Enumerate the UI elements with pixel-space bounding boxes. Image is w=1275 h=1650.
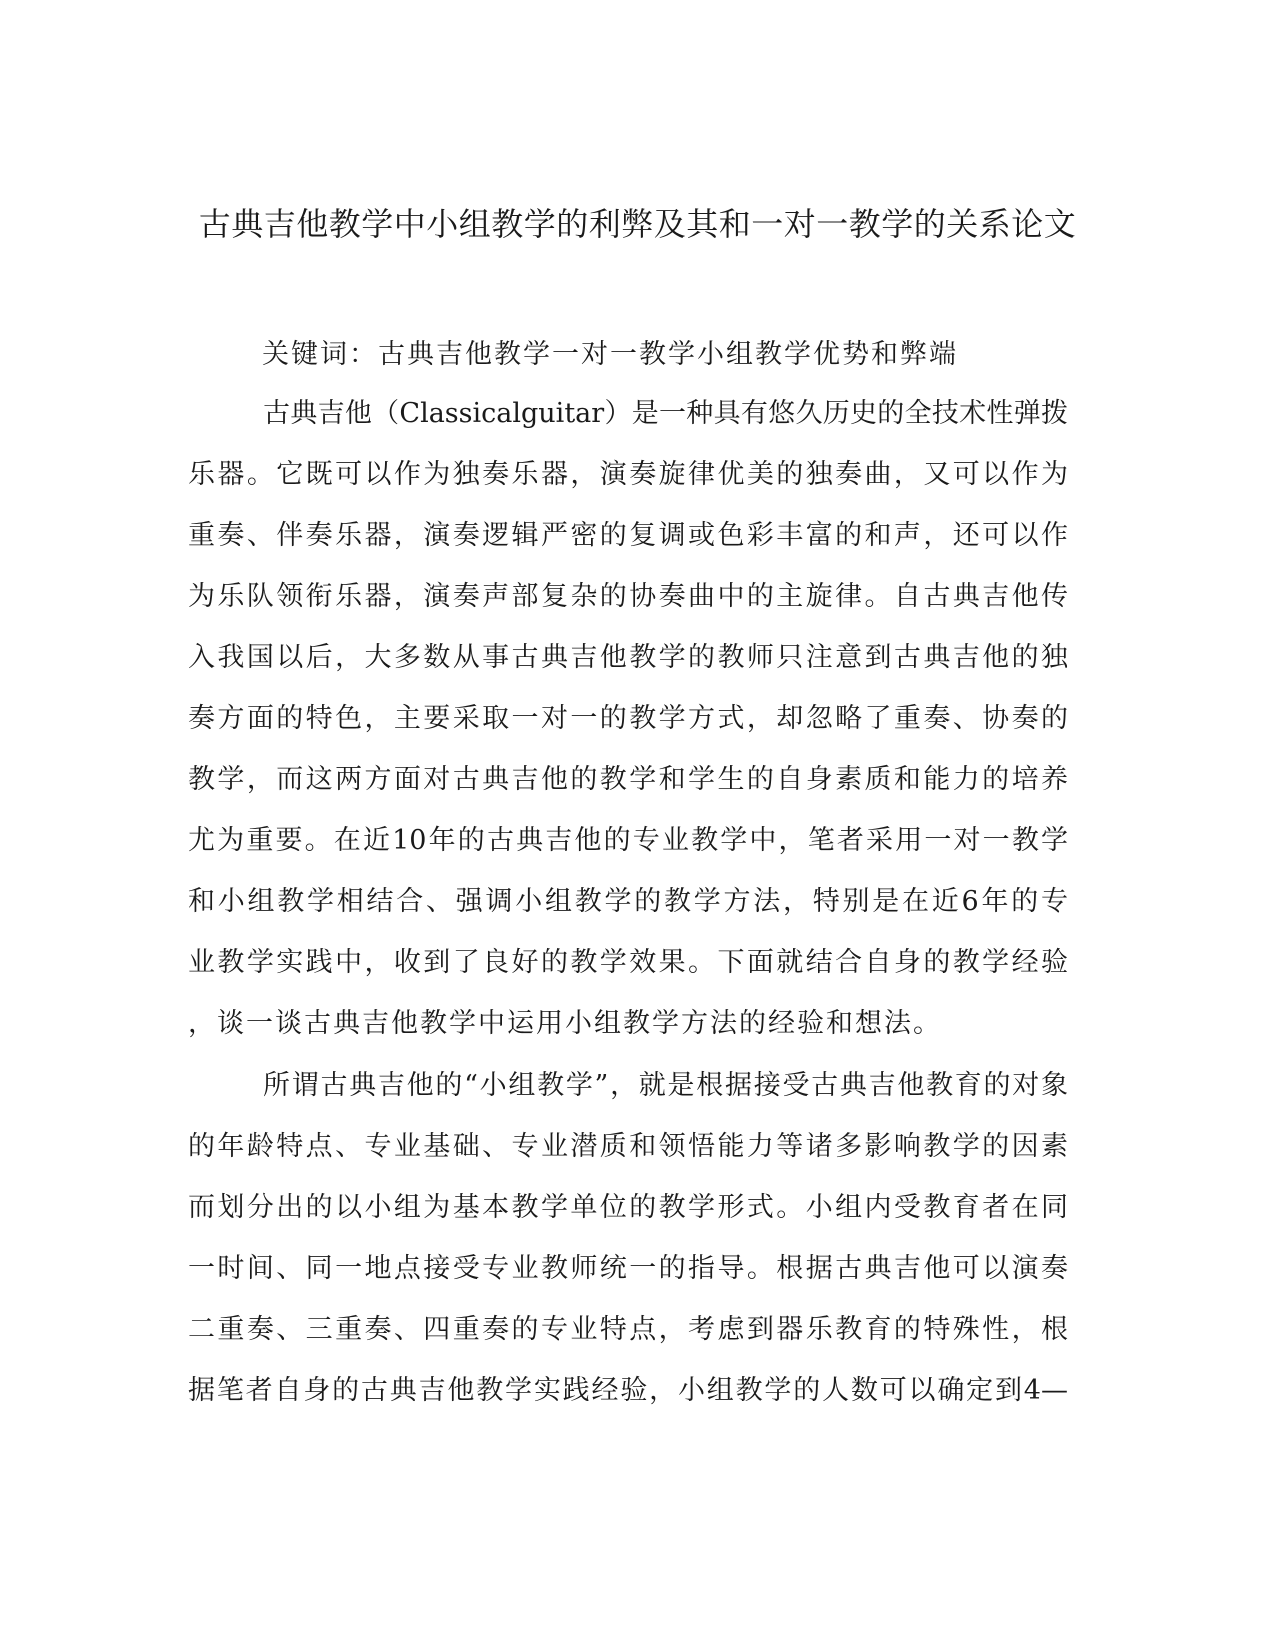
- paragraph-line: 入我国以后，大多数从事古典吉他教学的教师只注意到古典吉他的独: [188, 642, 1068, 673]
- keywords-line: 关键词：古典吉他教学一对一教学小组教学优势和弊端: [262, 339, 958, 370]
- paragraph-line: 奏方面的特色，主要采取一对一的教学方式，却忽略了重奏、协奏的: [188, 703, 1068, 734]
- paragraph-definition: [188, 1055, 1068, 1421]
- paragraph-intro: [188, 383, 1068, 1054]
- paragraph-line: 的年龄特点、专业基础、专业潜质和领悟能力等诸多影响教学的因素: [188, 1131, 1068, 1162]
- paragraph-line: 一时间、同一地点接受专业教师统一的指导。根据古典吉他可以演奏: [188, 1253, 1068, 1284]
- paragraph-line: 业教学实践中，收到了良好的教学效果。下面就结合自身的教学经验: [188, 947, 1068, 978]
- paragraph-line: ，谈一谈古典吉他教学中运用小组教学方法的经验和想法。: [188, 1008, 942, 1039]
- paragraph-line: 为乐队领衔乐器，演奏声部复杂的协奏曲中的主旋律。自古典吉他传: [188, 581, 1068, 612]
- paragraph-line: 二重奏、三重奏、四重奏的专业特点，考虑到器乐教育的特殊性，根: [188, 1314, 1068, 1345]
- paragraph-line: 重奏、伴奏乐器，演奏逻辑严密的复调或色彩丰富的和声，还可以作: [188, 520, 1068, 551]
- paragraph-line: 和小组教学相结合、强调小组教学的教学方法，特别是在近6年的专: [188, 886, 1068, 917]
- paragraph-line: 教学，而这两方面对古典吉他的教学和学生的自身素质和能力的培养: [188, 764, 1068, 795]
- paragraph-line: 尤为重要。在近10年的古典吉他的专业教学中，笔者采用一对一教学: [188, 825, 1068, 856]
- document-title: 古典吉他教学中小组教学的利弊及其和一对一教学的关系论文: [198, 205, 1077, 243]
- paragraph-line: 乐器。它既可以作为独奏乐器，演奏旋律优美的独奏曲，又可以作为: [188, 459, 1068, 490]
- paragraph-line: 所谓古典吉他的“小组教学”，就是根据接受古典吉他教育的对象: [263, 1070, 1068, 1101]
- paragraph-line: 而划分出的以小组为基本教学单位的教学形式。小组内受教育者在同: [188, 1192, 1068, 1223]
- paragraph-line: 据笔者自身的古典吉他教学实践经验，小组教学的人数可以确定到4—: [188, 1375, 1068, 1406]
- paragraph-line: 古典吉他（Classicalguitar）是一种具有悠久历史的全技术性弹拨: [263, 398, 1068, 429]
